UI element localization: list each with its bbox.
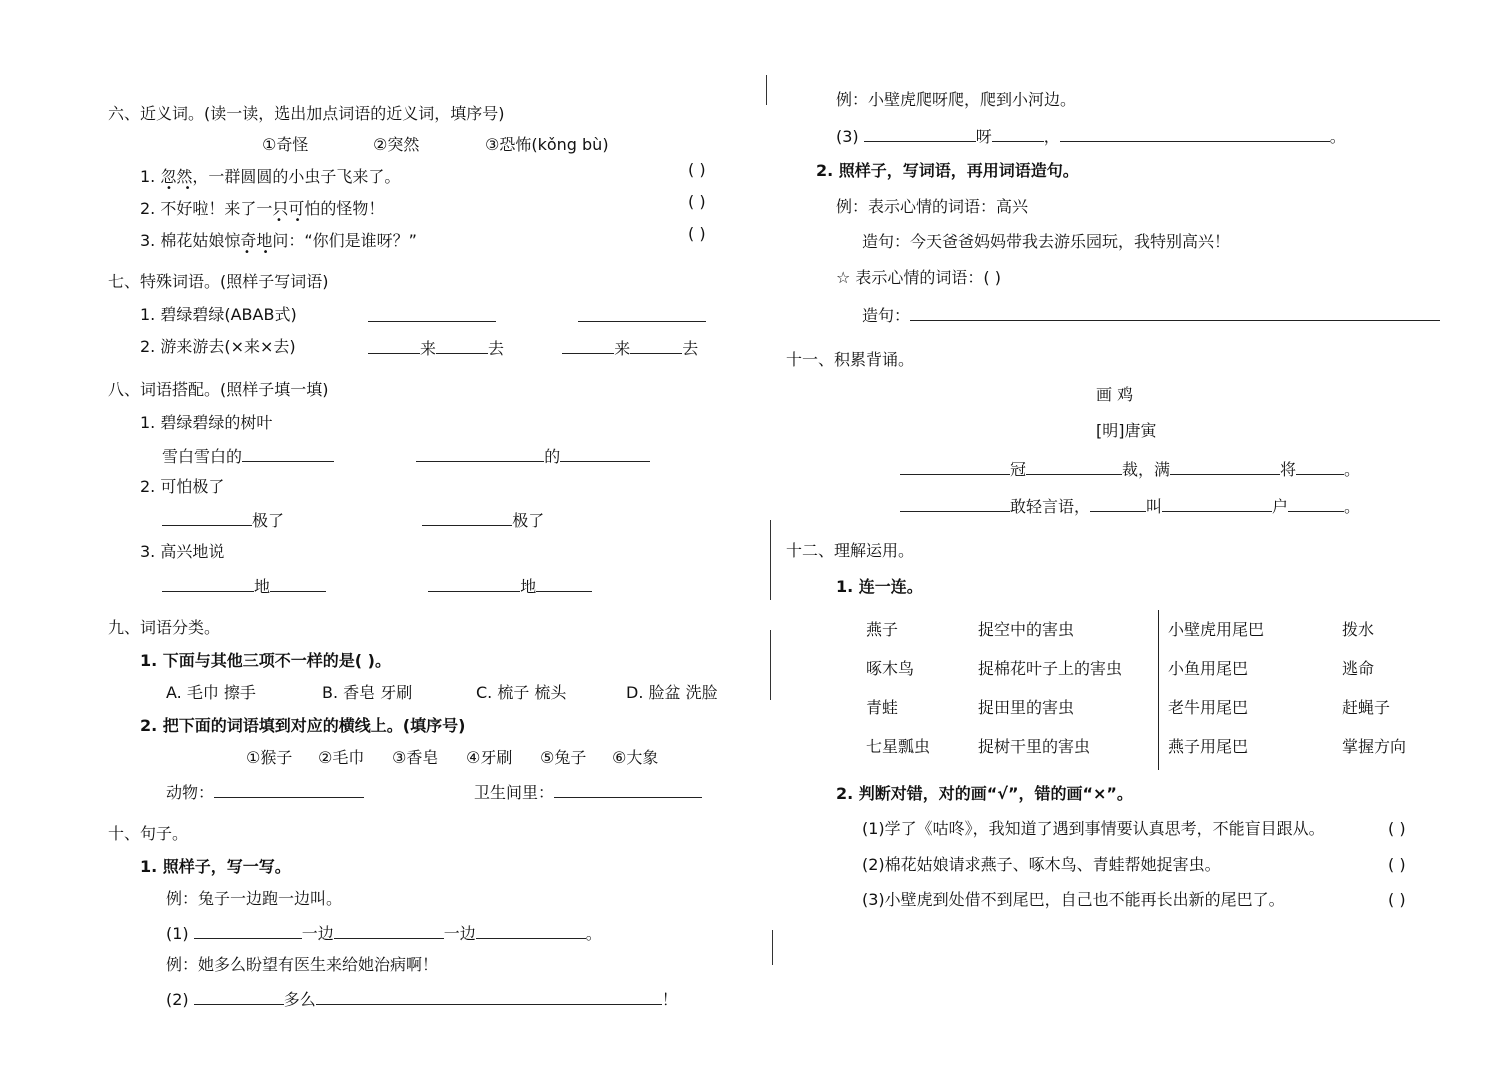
match-animal[interactable]: 啄木鸟	[866, 659, 915, 678]
match-behavior[interactable]: 捉树干里的害虫	[978, 737, 1091, 756]
s10-example-4: 例：表示心情的词语：高兴	[836, 197, 1029, 216]
answer-blank[interactable]	[562, 337, 614, 354]
match-animal[interactable]: 七星瓢虫	[866, 737, 931, 756]
s8-item-1: 1. 碧绿碧绿的树叶	[140, 413, 273, 432]
text-qu: 去	[488, 339, 505, 358]
end-punct: 。	[1329, 127, 1346, 146]
text-ya: 呀	[975, 127, 992, 146]
text-comma: ，	[1043, 127, 1060, 146]
judge-paren[interactable]: ( )	[1388, 855, 1406, 874]
text-di: 地	[520, 577, 537, 596]
text-yibian: 一边	[301, 924, 334, 943]
blank-row	[162, 445, 650, 467]
match-tail[interactable]: 小鱼用尾巴	[1168, 659, 1249, 678]
answer-blank[interactable]	[1026, 458, 1122, 475]
answer-blank[interactable]	[368, 337, 420, 354]
line-number: (1)	[166, 924, 189, 943]
s8-item-3: 3. 高兴地说	[140, 542, 225, 561]
blank-row	[368, 305, 706, 327]
text-jile: 极了	[512, 511, 545, 530]
s9-choice-a: A. 毛巾 擦手	[166, 683, 256, 702]
s7-item-1: 1. 碧绿碧绿(ABAB式)	[140, 305, 297, 324]
page-divider	[772, 930, 773, 965]
text-yibian: 一边	[443, 924, 476, 943]
option-1: ①奇怪	[262, 135, 309, 154]
answer-blank[interactable]	[1170, 458, 1280, 475]
word-2: ②毛巾	[318, 748, 365, 767]
answer-blank[interactable]	[422, 509, 512, 526]
s10-line-2	[166, 988, 678, 1010]
poem-char: 。	[1344, 460, 1361, 479]
answer-paren[interactable]: ( )	[688, 192, 706, 211]
word-4: ④牙刷	[466, 748, 513, 767]
word-6: ⑥大象	[612, 748, 659, 767]
text-qu: 去	[682, 339, 699, 358]
s10-line-1	[166, 922, 602, 944]
s10-question-1: 1. 照样子，写一写。	[140, 857, 291, 876]
answer-blank[interactable]	[578, 305, 706, 322]
answer-blank[interactable]	[900, 458, 1010, 475]
s9-question-1: 1. 下面与其他三项不一样的是( )。	[140, 651, 391, 670]
line-number: (2)	[166, 990, 189, 1009]
poem-title: 画 鸡	[1096, 385, 1134, 404]
s9-choice-c: C. 梳子 梳头	[476, 683, 567, 702]
emphasis-dots: • •	[166, 183, 191, 194]
answer-blank[interactable]	[194, 922, 302, 939]
answer-blank[interactable]	[334, 922, 444, 939]
answer-blank[interactable]	[1162, 495, 1272, 512]
answer-blank[interactable]	[416, 445, 544, 462]
answer-blank[interactable]	[428, 575, 520, 592]
s9-choice-d: D. 脸盆 洗脸	[626, 683, 718, 702]
answer-blank[interactable]	[910, 304, 1440, 321]
judge-item: (2)棉花姑娘请求燕子、啄木鸟、青蛙帮她捉害虫。	[862, 855, 1221, 874]
s6-item-3: 3. 棉花姑娘惊奇地问：“你们是谁呀？”	[140, 231, 417, 250]
answer-blank[interactable]	[476, 922, 586, 939]
word-1: ①猴子	[246, 748, 293, 767]
answer-blank[interactable]	[992, 125, 1044, 142]
match-behavior[interactable]: 捉空中的害虫	[978, 620, 1075, 639]
section-9-title: 九、词语分类。	[108, 618, 221, 637]
matching-divider	[1158, 610, 1159, 770]
match-animal[interactable]: 燕子	[866, 620, 899, 639]
s9-choice-b: B. 香皂 牙刷	[322, 683, 413, 702]
page-divider	[770, 520, 771, 600]
section-10-title: 十、句子。	[108, 824, 189, 843]
s10-line-3	[836, 125, 1346, 147]
blank-row	[162, 509, 544, 531]
judge-paren[interactable]: ( )	[1388, 890, 1406, 909]
match-use[interactable]: 逃命	[1342, 659, 1375, 678]
s10-example-1: 例：兔子一边跑一边叫。	[166, 889, 343, 908]
bathroom-row	[474, 781, 702, 803]
s12-question-2: 2. 判断对错，对的画“√”，错的画“×”。	[836, 784, 1133, 803]
text-lai: 来	[420, 339, 437, 358]
section-12-title: 十二、理解运用。	[786, 541, 915, 560]
answer-blank[interactable]	[1288, 495, 1344, 512]
poem-char: 叫	[1146, 497, 1163, 516]
zaoju-row	[862, 304, 1440, 326]
zaoju-label: 造句：	[862, 306, 911, 325]
match-use[interactable]: 掌握方向	[1342, 737, 1407, 756]
s6-item-2: 2. 不好啦！来了一只可怕的怪物！	[140, 199, 385, 218]
page-divider	[766, 75, 767, 105]
blank-row	[162, 575, 592, 597]
poem-char: 户	[1272, 497, 1289, 516]
s10-question-2: 2. 照样子，写词语，再用词语造句。	[816, 161, 1079, 180]
end-punct: 。	[585, 924, 602, 943]
text-di: 地	[254, 577, 271, 596]
answer-blank[interactable]	[560, 445, 650, 462]
text-lai: 来	[614, 339, 631, 358]
match-use[interactable]: 拨水	[1342, 620, 1375, 639]
poem-line-1	[900, 458, 1360, 480]
answer-blank[interactable]	[242, 445, 334, 462]
judge-item: (3)小壁虎到处借不到尾巴，自己也不能再长出新的尾巴了。	[862, 890, 1285, 909]
emphasis-dots: • •	[276, 215, 301, 226]
s6-item-1: 1. 忽然，一群圆圆的小虫子飞来了。	[140, 167, 401, 186]
s10-example-4b: 造句：今天爸爸妈妈带我去游乐园玩，我特别高兴！	[862, 232, 1231, 251]
s8-item-2: 2. 可怕极了	[140, 477, 225, 496]
word-3: ③香皂	[392, 748, 439, 767]
match-behavior[interactable]: 捉棉花叶子上的害虫	[978, 659, 1123, 678]
blank-row	[368, 337, 698, 359]
judge-paren[interactable]: ( )	[1388, 819, 1406, 838]
answer-blank[interactable]	[162, 509, 252, 526]
emphasis-dots: • •	[244, 247, 269, 258]
animal-row	[166, 781, 364, 803]
answer-blank[interactable]	[536, 575, 592, 592]
text-de: 的	[544, 447, 561, 466]
answer-paren[interactable]: ( )	[688, 224, 706, 243]
answer-blank[interactable]	[162, 575, 254, 592]
option-2: ②突然	[373, 135, 420, 154]
end-punct: ！	[661, 990, 678, 1009]
answer-blank[interactable]	[900, 495, 1010, 512]
poem-char: 将	[1280, 460, 1297, 479]
match-use[interactable]: 赶蝇子	[1342, 698, 1391, 717]
section-11-title: 十一、积累背诵。	[786, 350, 915, 369]
animal-label: 动物：	[166, 783, 215, 802]
poem-author: [明]唐寅	[1096, 421, 1157, 440]
answer-blank[interactable]	[554, 781, 702, 798]
answer-blank[interactable]	[630, 337, 682, 354]
section-6-title: 六、近义词。(读一读，选出加点词语的近义词，填序号)	[108, 104, 505, 123]
poem-char: 裁，满	[1122, 460, 1171, 479]
word-5: ⑤兔子	[540, 748, 587, 767]
s10-example-3: 例：小壁虎爬呀爬，爬到小河边。	[836, 90, 1077, 109]
line-number: (3)	[836, 127, 859, 146]
answer-paren[interactable]: ( )	[688, 160, 706, 179]
match-tail[interactable]: 小壁虎用尾巴	[1168, 620, 1265, 639]
star-item: ☆ 表示心情的词语：( )	[836, 268, 1002, 287]
text-xuebai: 雪白雪白的	[162, 447, 243, 466]
poem-char: 。	[1344, 497, 1361, 516]
answer-blank[interactable]	[864, 125, 976, 142]
poem-char: 敢轻言语，	[1010, 497, 1091, 516]
answer-blank[interactable]	[368, 305, 496, 322]
match-behavior[interactable]: 捉田里的害虫	[978, 698, 1075, 717]
s10-example-2: 例：她多么盼望有医生来给她治病啊！	[166, 955, 439, 974]
poem-char: 冠	[1010, 460, 1027, 479]
page-divider	[770, 630, 771, 700]
text-jile: 极了	[252, 511, 285, 530]
text-duome: 多么	[283, 990, 316, 1009]
match-tail[interactable]: 老牛用尾巴	[1168, 698, 1249, 717]
answer-blank[interactable]	[1296, 458, 1344, 475]
poem-line-2	[900, 495, 1360, 517]
answer-blank[interactable]	[1060, 125, 1330, 142]
s7-item-2: 2. 游来游去(×来×去)	[140, 337, 296, 356]
answer-blank[interactable]	[194, 988, 284, 1005]
match-tail[interactable]: 燕子用尾巴	[1168, 737, 1249, 756]
judge-item: (1)学了《咕咚》，我知道了遇到事情要认真思考，不能盲目跟从。	[862, 819, 1325, 838]
s12-question-1: 1. 连一连。	[836, 577, 923, 596]
answer-blank[interactable]	[1090, 495, 1146, 512]
section-8-title: 八、词语搭配。(照样子填一填)	[108, 380, 329, 399]
match-animal[interactable]: 青蛙	[866, 698, 899, 717]
answer-blank[interactable]	[270, 575, 326, 592]
bathroom-label: 卫生间里：	[474, 783, 555, 802]
option-3: ③恐怖(kǒng bù)	[485, 135, 609, 154]
s9-question-2: 2. 把下面的词语填到对应的横线上。(填序号)	[140, 716, 466, 735]
answer-blank[interactable]	[316, 988, 662, 1005]
answer-blank[interactable]	[214, 781, 364, 798]
section-7-title: 七、特殊词语。(照样子写词语)	[108, 272, 329, 291]
answer-blank[interactable]	[436, 337, 488, 354]
